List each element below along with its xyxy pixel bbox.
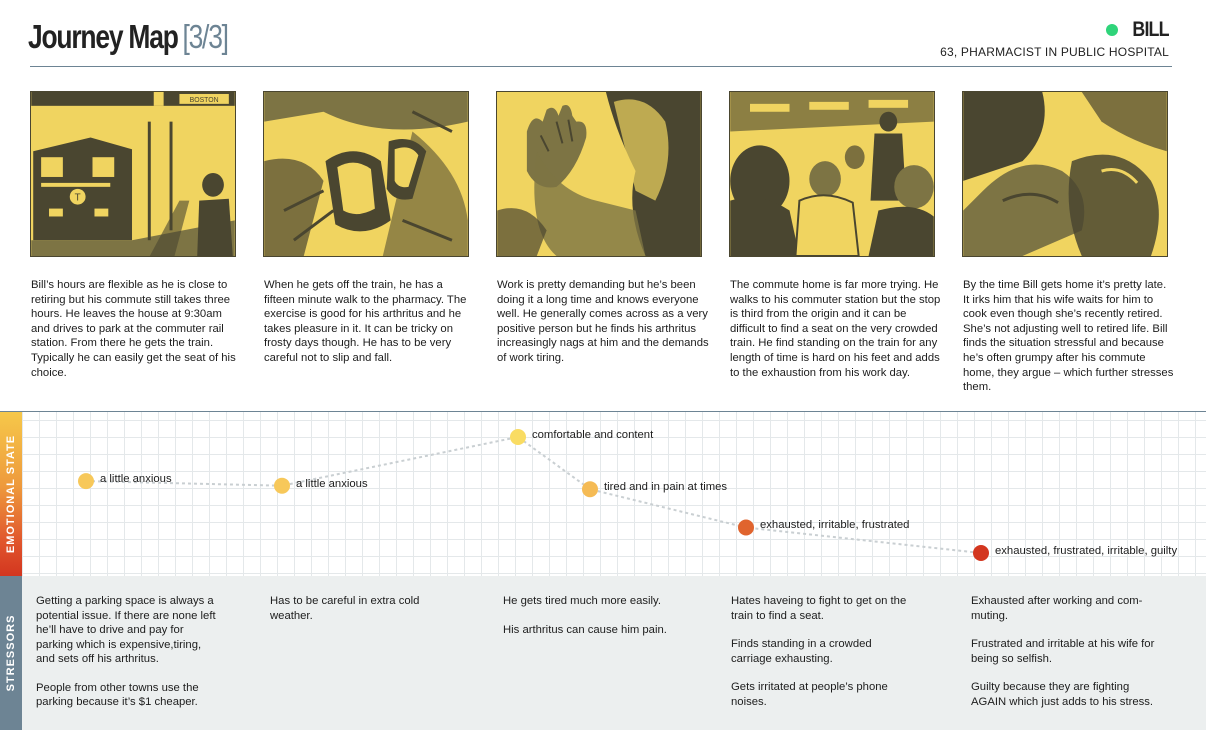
stressor-item: Getting a parking space is always a potential issue. If there are none left he’ll have to drive and pay for parking which is expensive,tiring, and sets off his arthritus. bbox=[36, 595, 216, 665]
persona bbox=[940, 18, 1169, 59]
stressor-column bbox=[503, 594, 709, 651]
stressor-column bbox=[971, 594, 1177, 723]
stressor-column bbox=[731, 594, 937, 723]
crowded-train-photo bbox=[729, 91, 935, 257]
stressor-item: Hates haveing to fight to get on the train to find a seat. bbox=[731, 595, 907, 622]
stressor-item: He gets tired much more easily. bbox=[503, 595, 662, 607]
persona-name: BILL bbox=[1132, 18, 1169, 41]
arguing-couple-photo bbox=[962, 91, 1168, 257]
arguing-couple-illustration bbox=[963, 92, 1167, 256]
persona-description: 63, PHARMACIST IN PUBLIC HOSPITAL bbox=[940, 45, 1169, 59]
stage-description: By the time Bill gets home it’s pretty late. It irks him that his wife waits for him to cook even though she’s recently retired. She’s not adjusting well to retired life. Bill finds the situation stressful and because he’s often grumpy after his commute home, they argue – which further stresses them. bbox=[963, 279, 1174, 394]
stressor-item: People from other towns use the parking because it’s $1 cheaper. bbox=[36, 681, 199, 708]
emotion-label: a little anxious bbox=[296, 477, 368, 490]
walking-shoes-photo bbox=[263, 91, 469, 257]
title-text: Journey Map bbox=[28, 18, 178, 55]
stressor-item: Guilty because they are fighting AGAIN which just adds to his stress. bbox=[971, 681, 1154, 708]
header-divider bbox=[30, 66, 1172, 67]
emotion-label: a little anxious bbox=[100, 473, 172, 486]
pharmacy-work-photo bbox=[496, 91, 702, 257]
stage-description: When he gets off the train, he has a fifteen minute walk to the pharmacy. The exercise is good for his arthritus and he takes pleasure in it. It can be tricky on frosty days though. He has to be very careful not to slip and fall. bbox=[264, 279, 467, 364]
crowded-train-illustration bbox=[730, 92, 934, 256]
stage-description: Work is pretty demanding but he’s been doing it a long time and knows everyone well. He generally comes across as a very positive person but he finds his arthritus increasingly nags at him and the demands of work tiring. bbox=[497, 279, 709, 364]
stressor-column bbox=[36, 594, 242, 724]
pharmacy-work-illustration bbox=[497, 92, 701, 256]
emotion-label: exhausted, frustrated, irritable, guilty bbox=[995, 545, 1178, 557]
stressors-label: STRESSORS bbox=[0, 576, 22, 730]
station-sign: BOSTON bbox=[189, 96, 219, 104]
emotion-label: comfortable and content bbox=[532, 429, 654, 441]
stressor-item: Frustrated and irritable at his wife for being so selfish. bbox=[971, 638, 1155, 665]
train-station-illustration bbox=[31, 92, 235, 256]
stage-description: Bill’s hours are flexible as he is close to retiring but his commute still takes three hours. He leaves the house at 9:30am and drives to park at the commuter rail station. From there he gets the train. Typically he can easily get the seat of his choice. bbox=[31, 279, 236, 379]
persona-status-dot-icon bbox=[1106, 24, 1118, 36]
stressor-item: His arthritus can cause him pain. bbox=[503, 623, 667, 636]
stressor-item: Has to be careful in extra cold weather. bbox=[270, 595, 420, 622]
emotion-label: exhausted, irritable, frustrated bbox=[760, 519, 910, 532]
stressor-item: Finds standing in a crowded carriage exhausting. bbox=[731, 638, 872, 665]
page-title bbox=[28, 18, 278, 56]
stage-description: The commute home is far more trying. He walks to his commuter station but the stop is third from the origin and it can be difficult to find a seat on the very crowded train. He find standing on the train for any length of time is hard on his feet and adds to the exhaustion from his work day. bbox=[730, 279, 941, 379]
emotional-state-label: EMOTIONAL STATE bbox=[0, 412, 22, 576]
stressor-column bbox=[270, 594, 476, 637]
train-station-photo bbox=[30, 91, 236, 257]
stressor-item: Gets irritated at people’s phone noises. bbox=[731, 681, 888, 708]
walking-shoes-illustration bbox=[264, 92, 468, 256]
stressor-item: Exhausted after working and com- muting. bbox=[971, 595, 1143, 622]
step-indicator: [3/3] bbox=[182, 18, 228, 55]
svg-text:T: T bbox=[74, 192, 81, 204]
emotion-label: tired and in pain at times bbox=[604, 481, 728, 494]
